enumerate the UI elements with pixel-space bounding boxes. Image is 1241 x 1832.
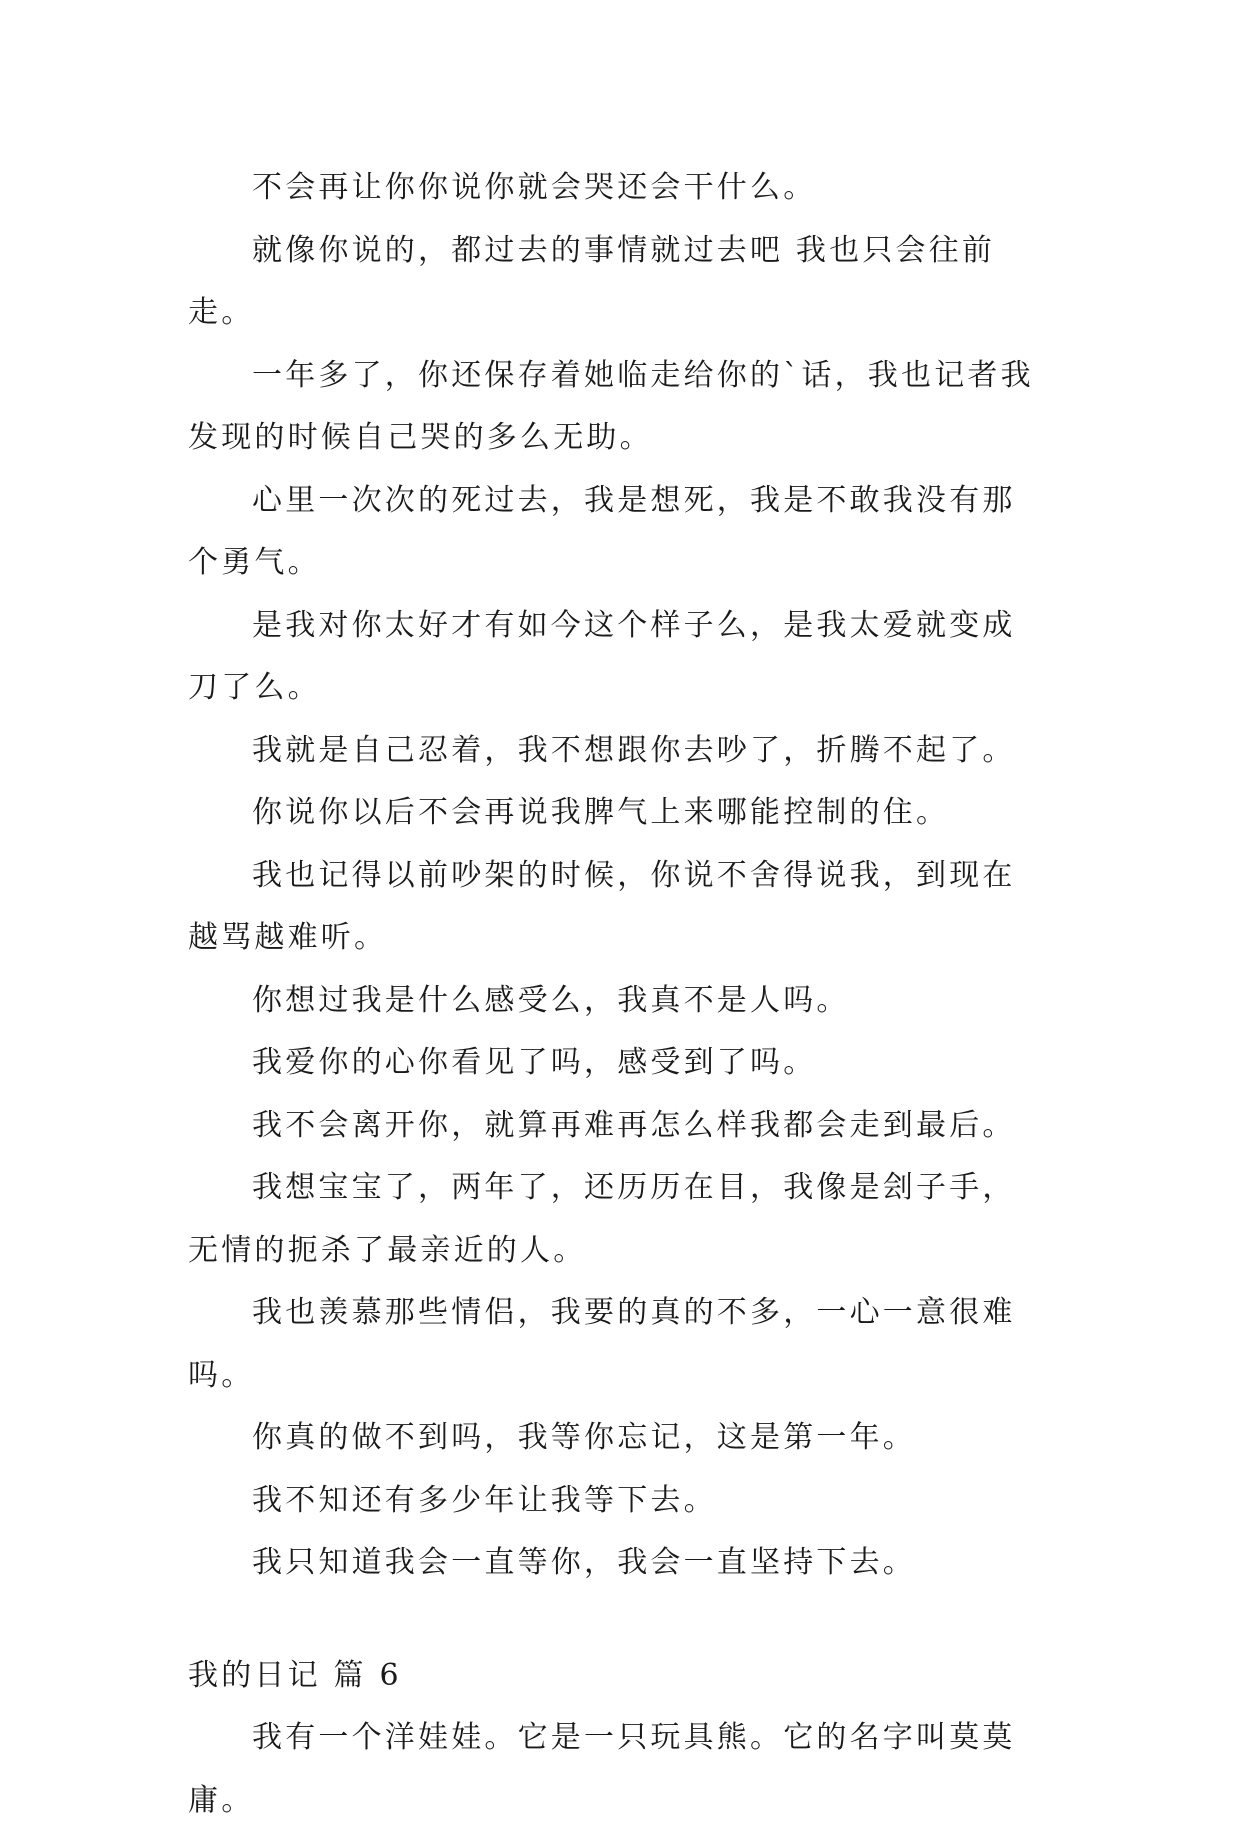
paragraph: 你真的做不到吗，我等你忘记，这是第一年。 (252, 1420, 916, 1455)
paragraph: 我想宝宝了，两年了，还历历在目，我像是刽子手，无情的扼杀了最亲近的人。 (188, 1170, 1016, 1268)
paragraph: 你想过我是什么感受么，我真不是人吗。 (252, 982, 850, 1018)
paragraph: 是我对你太好才有如今这个样子么，是我太爱就变成刀了么。 (188, 607, 1016, 705)
paragraph: 我不会离开你，就算再难再怎么样我都会走到最后。 (252, 1107, 1016, 1143)
document-body (188, 157, 1048, 1832)
paragraph: 我也记得以前吵架的时候，你说不舍得说我，到现在越骂越难听。 (188, 857, 1016, 955)
paragraph: 我只知道我会一直等你，我会一直坚持下去。 (252, 1545, 916, 1580)
paragraph: 我有一个洋娃娃。它是一只玩具熊。它的名字叫莫莫庸。 (188, 1720, 1016, 1818)
section-heading: 我的日记 篇 6 (188, 1657, 402, 1693)
paragraph: 不会再让你你说你就会哭还会干什么。 (252, 170, 817, 205)
paragraph: 我就是自己忍着，我不想跟你去吵了，折腾不起了。 (252, 732, 1016, 768)
paragraph: 我不知还有多少年让我等下去。 (252, 1482, 717, 1518)
paragraph: 就像你说的，都过去的事情就过去吧 我也只会往前走。 (188, 232, 996, 330)
paragraph: 一年多了，你还保存着她临走给你的`话，我也记者我发现的时候自己哭的多么无助。 (188, 357, 1034, 455)
paragraph: 心里一次次的死过去，我是想死，我是不敢我没有那个勇气。 (188, 482, 1016, 580)
paragraph: 你说你以后不会再说我脾气上来哪能控制的住。 (252, 795, 950, 830)
paragraph: 我也羡慕那些情侣，我要的真的不多，一心一意很难吗。 (188, 1295, 1016, 1393)
paragraph: 我爱你的心你看见了吗，感受到了吗。 (252, 1045, 817, 1080)
